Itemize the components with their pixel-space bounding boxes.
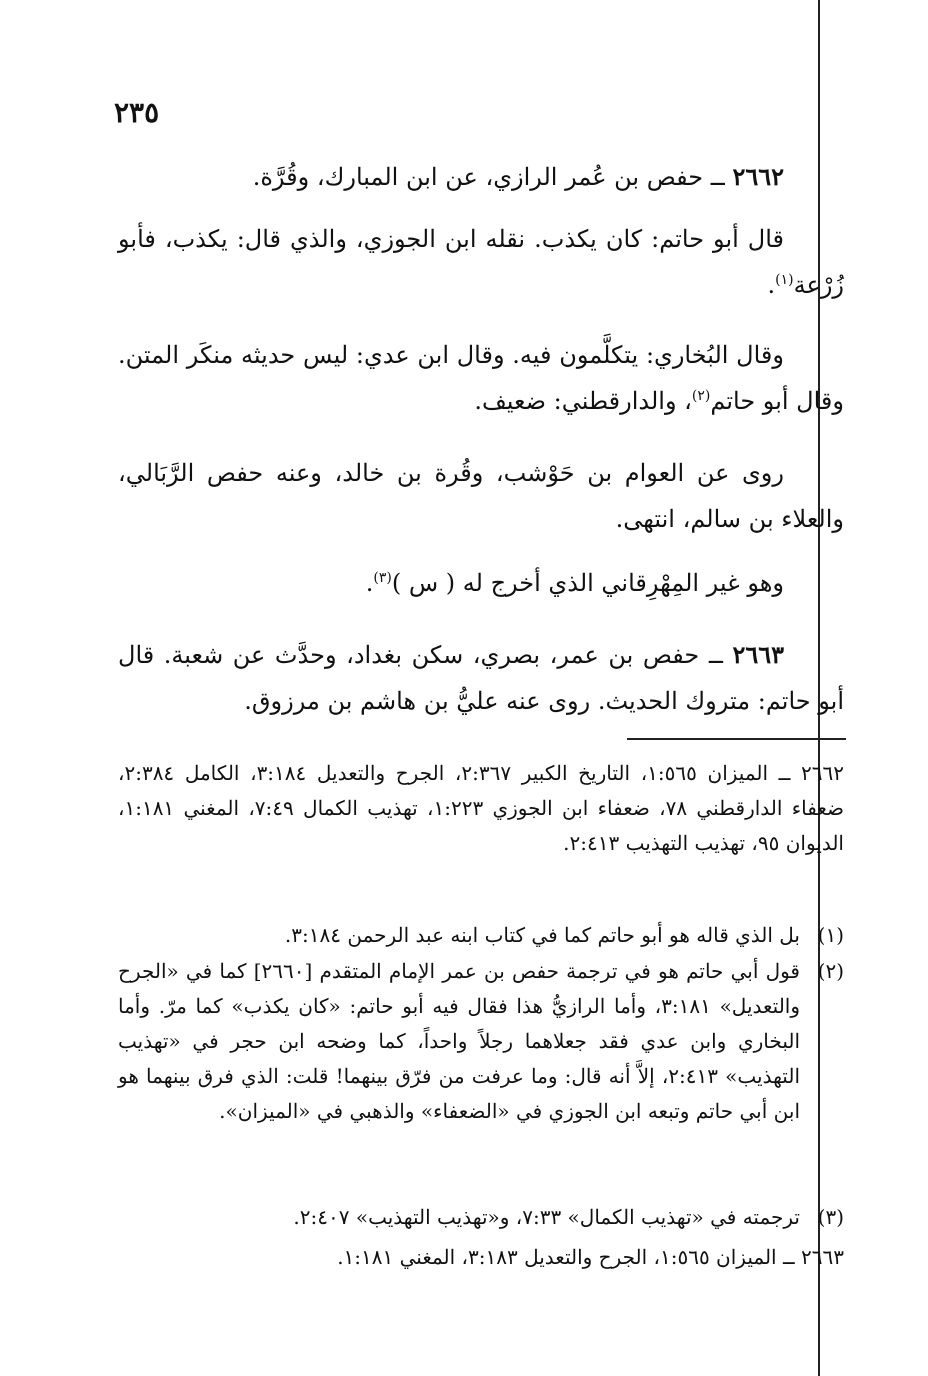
paragraph-end: . bbox=[767, 271, 776, 299]
entry-2662-paragraph-2 bbox=[118, 332, 844, 424]
entry-2662-header bbox=[118, 154, 844, 200]
footnote-text: ترجمته في «تهذيب الكمال» ٧:٣٣، و«تهذيب التهذيب» ٢:٤٠٧. bbox=[293, 1205, 800, 1229]
page-number: ٢٣٥ bbox=[114, 96, 160, 129]
footnote-ref: (٣) bbox=[373, 570, 392, 586]
footnote-ref: (١) bbox=[775, 272, 794, 288]
entry-number: ٢٦٦٢ bbox=[732, 162, 784, 191]
paragraph-text: وقال البُخاري: يتكلَّمون فيه. وقال ابن عدي: ليس حديثه منكَر المتن. وقال أبو حاتم bbox=[118, 341, 844, 415]
entry-2663 bbox=[118, 632, 844, 724]
footnote-3 bbox=[118, 1200, 844, 1235]
entry-2662-paragraph-3 bbox=[118, 450, 844, 542]
paragraph-text: قال أبو حاتم: كان يكذب. نقله ابن الجوزي، والذي قال: يكذب، فأبو زُرْعة bbox=[118, 225, 844, 299]
footnote-number: (١) bbox=[817, 923, 844, 947]
source-number: ٢٦٦٣ bbox=[801, 1245, 844, 1269]
entry-2662-paragraph-4 bbox=[118, 560, 844, 606]
footnote-1 bbox=[118, 918, 844, 953]
entry-2662-paragraph-1 bbox=[118, 216, 844, 308]
footnote-separator bbox=[627, 738, 846, 740]
paragraph-text: وهو غير المِهْرِقاني الذي أخرج له ( س ) bbox=[391, 569, 784, 597]
footnote-text: قول أبي حاتم هو في ترجمة حفص بن عمر الإمام المتقدم [٢٦٦٠] كما في «الجرح والتعديل» ٣:١٨١، وأما الرازيُّ هذا فقال فيه أبو حاتم: «كان يكذب» كما مرّ. وأما البخاري وابن عدي فقد جعلاهما رجلاً واحداً، كما وضحه ابن حجر في «تهذيب التهذيب» ٢:٤١٣، إلاَّ أنه قال: وما عرفت من فرّق بينهما! قلت: الذي فرق بينهما هو ابن أبي حاتم وتبعه ابن الجوزي في «الضعفاء» والذهبي في «الميزان». bbox=[118, 959, 801, 1123]
source-text: ــ الميزان ١:٥٦٥، الجرح والتعديل ٣:١٨٣، المغني ١:١٨١. bbox=[337, 1245, 802, 1269]
footnote-ref: (٢) bbox=[691, 388, 711, 404]
paragraph-text: روى عن العوام بن حَوْشب، وقُرة بن خالد، وعنه حفص الرَّبَالي، والعلاء بن سالم، انتهى. bbox=[118, 459, 844, 533]
source-number: ٢٦٦٢ bbox=[801, 761, 844, 785]
footnote-number: (٢) bbox=[817, 959, 844, 983]
entry-text: ــ حفص بن عمر، بصري، سكن بغداد، وحدَّث عن شعبة. قال أبو حاتم: متروك الحديث. روى عنه عليُّ بن هاشم بن مرزوق. bbox=[118, 641, 844, 715]
paragraph-text-end: ، والدارقطني: ضعيف. bbox=[474, 387, 692, 415]
footnote-number: (٣) bbox=[817, 1205, 844, 1229]
entry-number: ٢٦٦٣ bbox=[732, 640, 785, 669]
paragraph-end: . bbox=[365, 569, 374, 597]
source-text: ــ الميزان ١:٥٦٥، التاريخ الكبير ٢:٣٦٧، الجرح والتعديل ٣:١٨٤، الكامل ٢:٣٨٤، ضعفاء الدارقطني ٧٨، ضعفاء ابن الجوزي ١:٢٢٣، تهذيب الكمال ٧:٤٩، المغني ١:١٨١، الديوان ٩٥، تهذيب التهذيب ٢:٤١٣. bbox=[118, 761, 844, 855]
footnote-text: بل الذي قاله هو أبو حاتم كما في كتاب ابنه عبد الرحمن ٣:١٨٤. bbox=[284, 923, 800, 947]
sources-2663 bbox=[118, 1240, 844, 1275]
footnote-2 bbox=[118, 954, 844, 1129]
entry-header-text: ــ حفص بن عُمر الرازي، عن ابن المبارك، وقُرَّة. bbox=[252, 163, 733, 191]
sources-2662 bbox=[118, 756, 844, 861]
